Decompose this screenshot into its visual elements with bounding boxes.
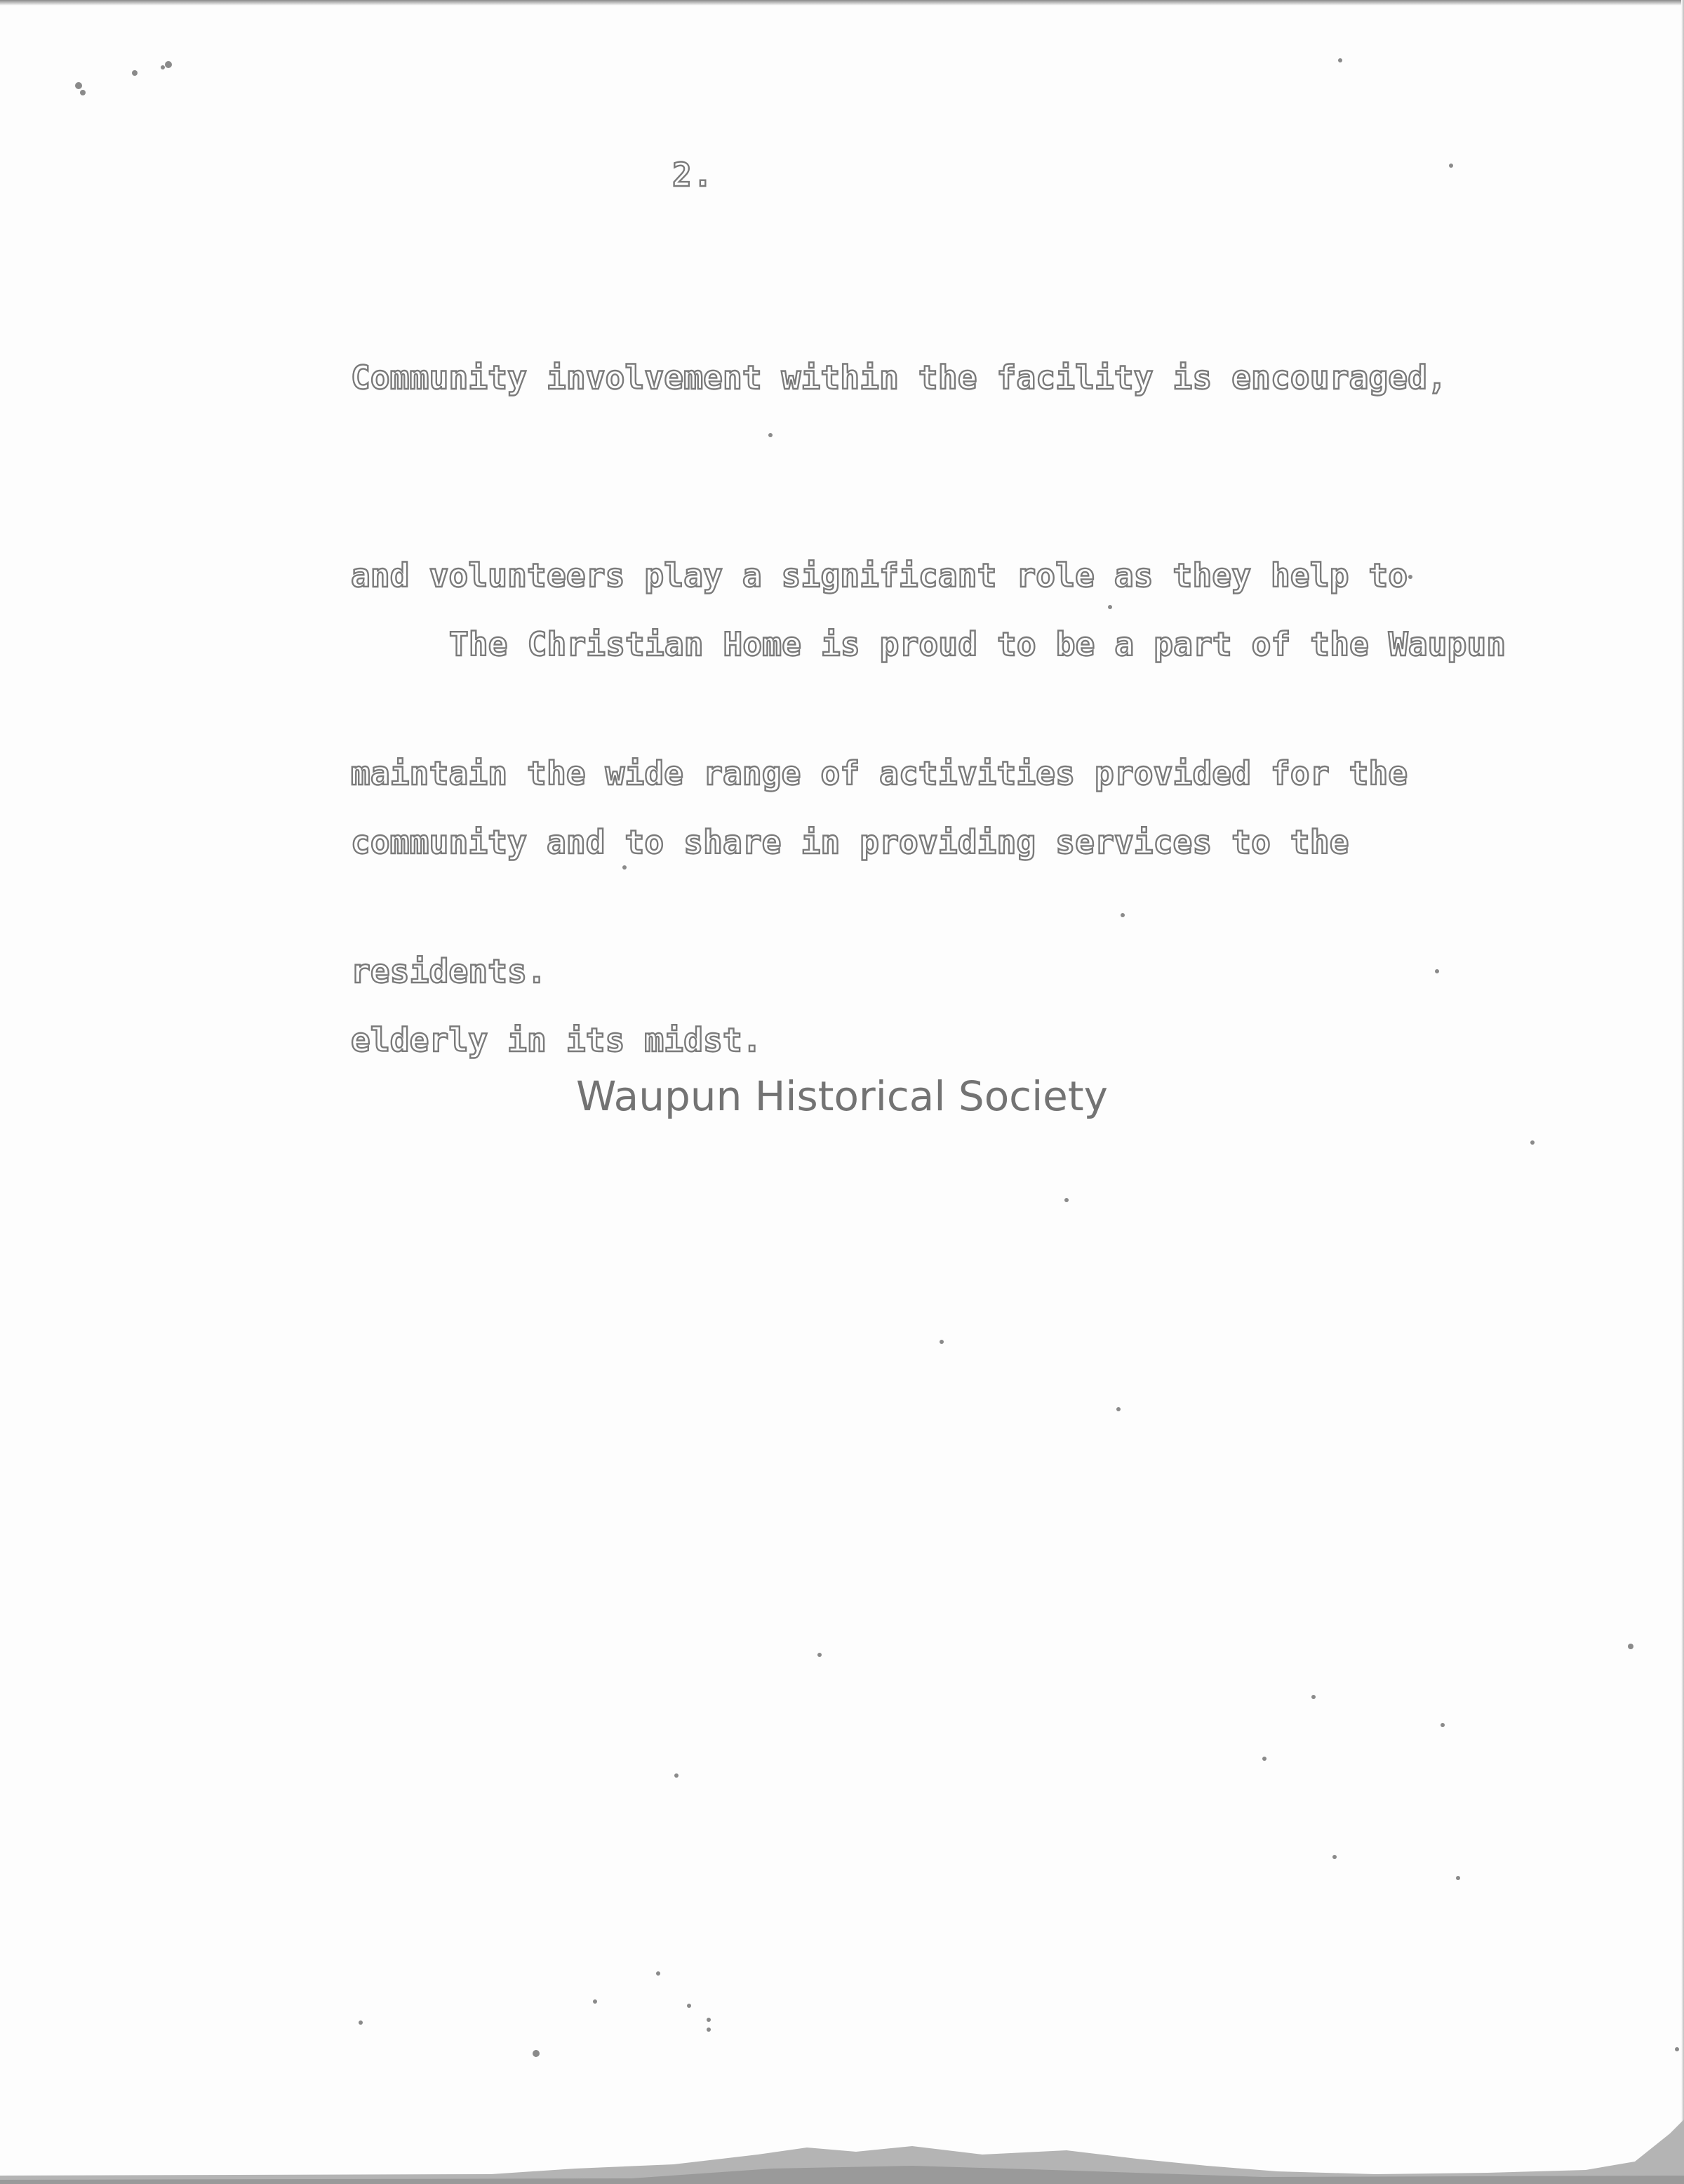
paragraph-1-line-3: maintain the wide range of activities provided for the — [351, 754, 1408, 792]
paragraph-1-line-4: residents. — [351, 952, 547, 990]
watermark: Waupun Historical Society — [576, 1072, 1108, 1120]
page-number: 2. — [672, 156, 714, 194]
paragraph-1-line-2: and volunteers play a significant role as they help to — [351, 557, 1408, 594]
page-top-edge — [0, 0, 1684, 6]
paragraph-1-line-1: Community involvement within the facility is encouraged, — [351, 359, 1448, 397]
paragraph-2-line-3: elderly in its midst. — [351, 1021, 762, 1059]
paragraph-2-line-2: community and to share in providing services to the — [351, 823, 1349, 861]
paragraph-2-line-1: The Christian Home is proud to be a part of the Waupun — [449, 625, 1506, 663]
